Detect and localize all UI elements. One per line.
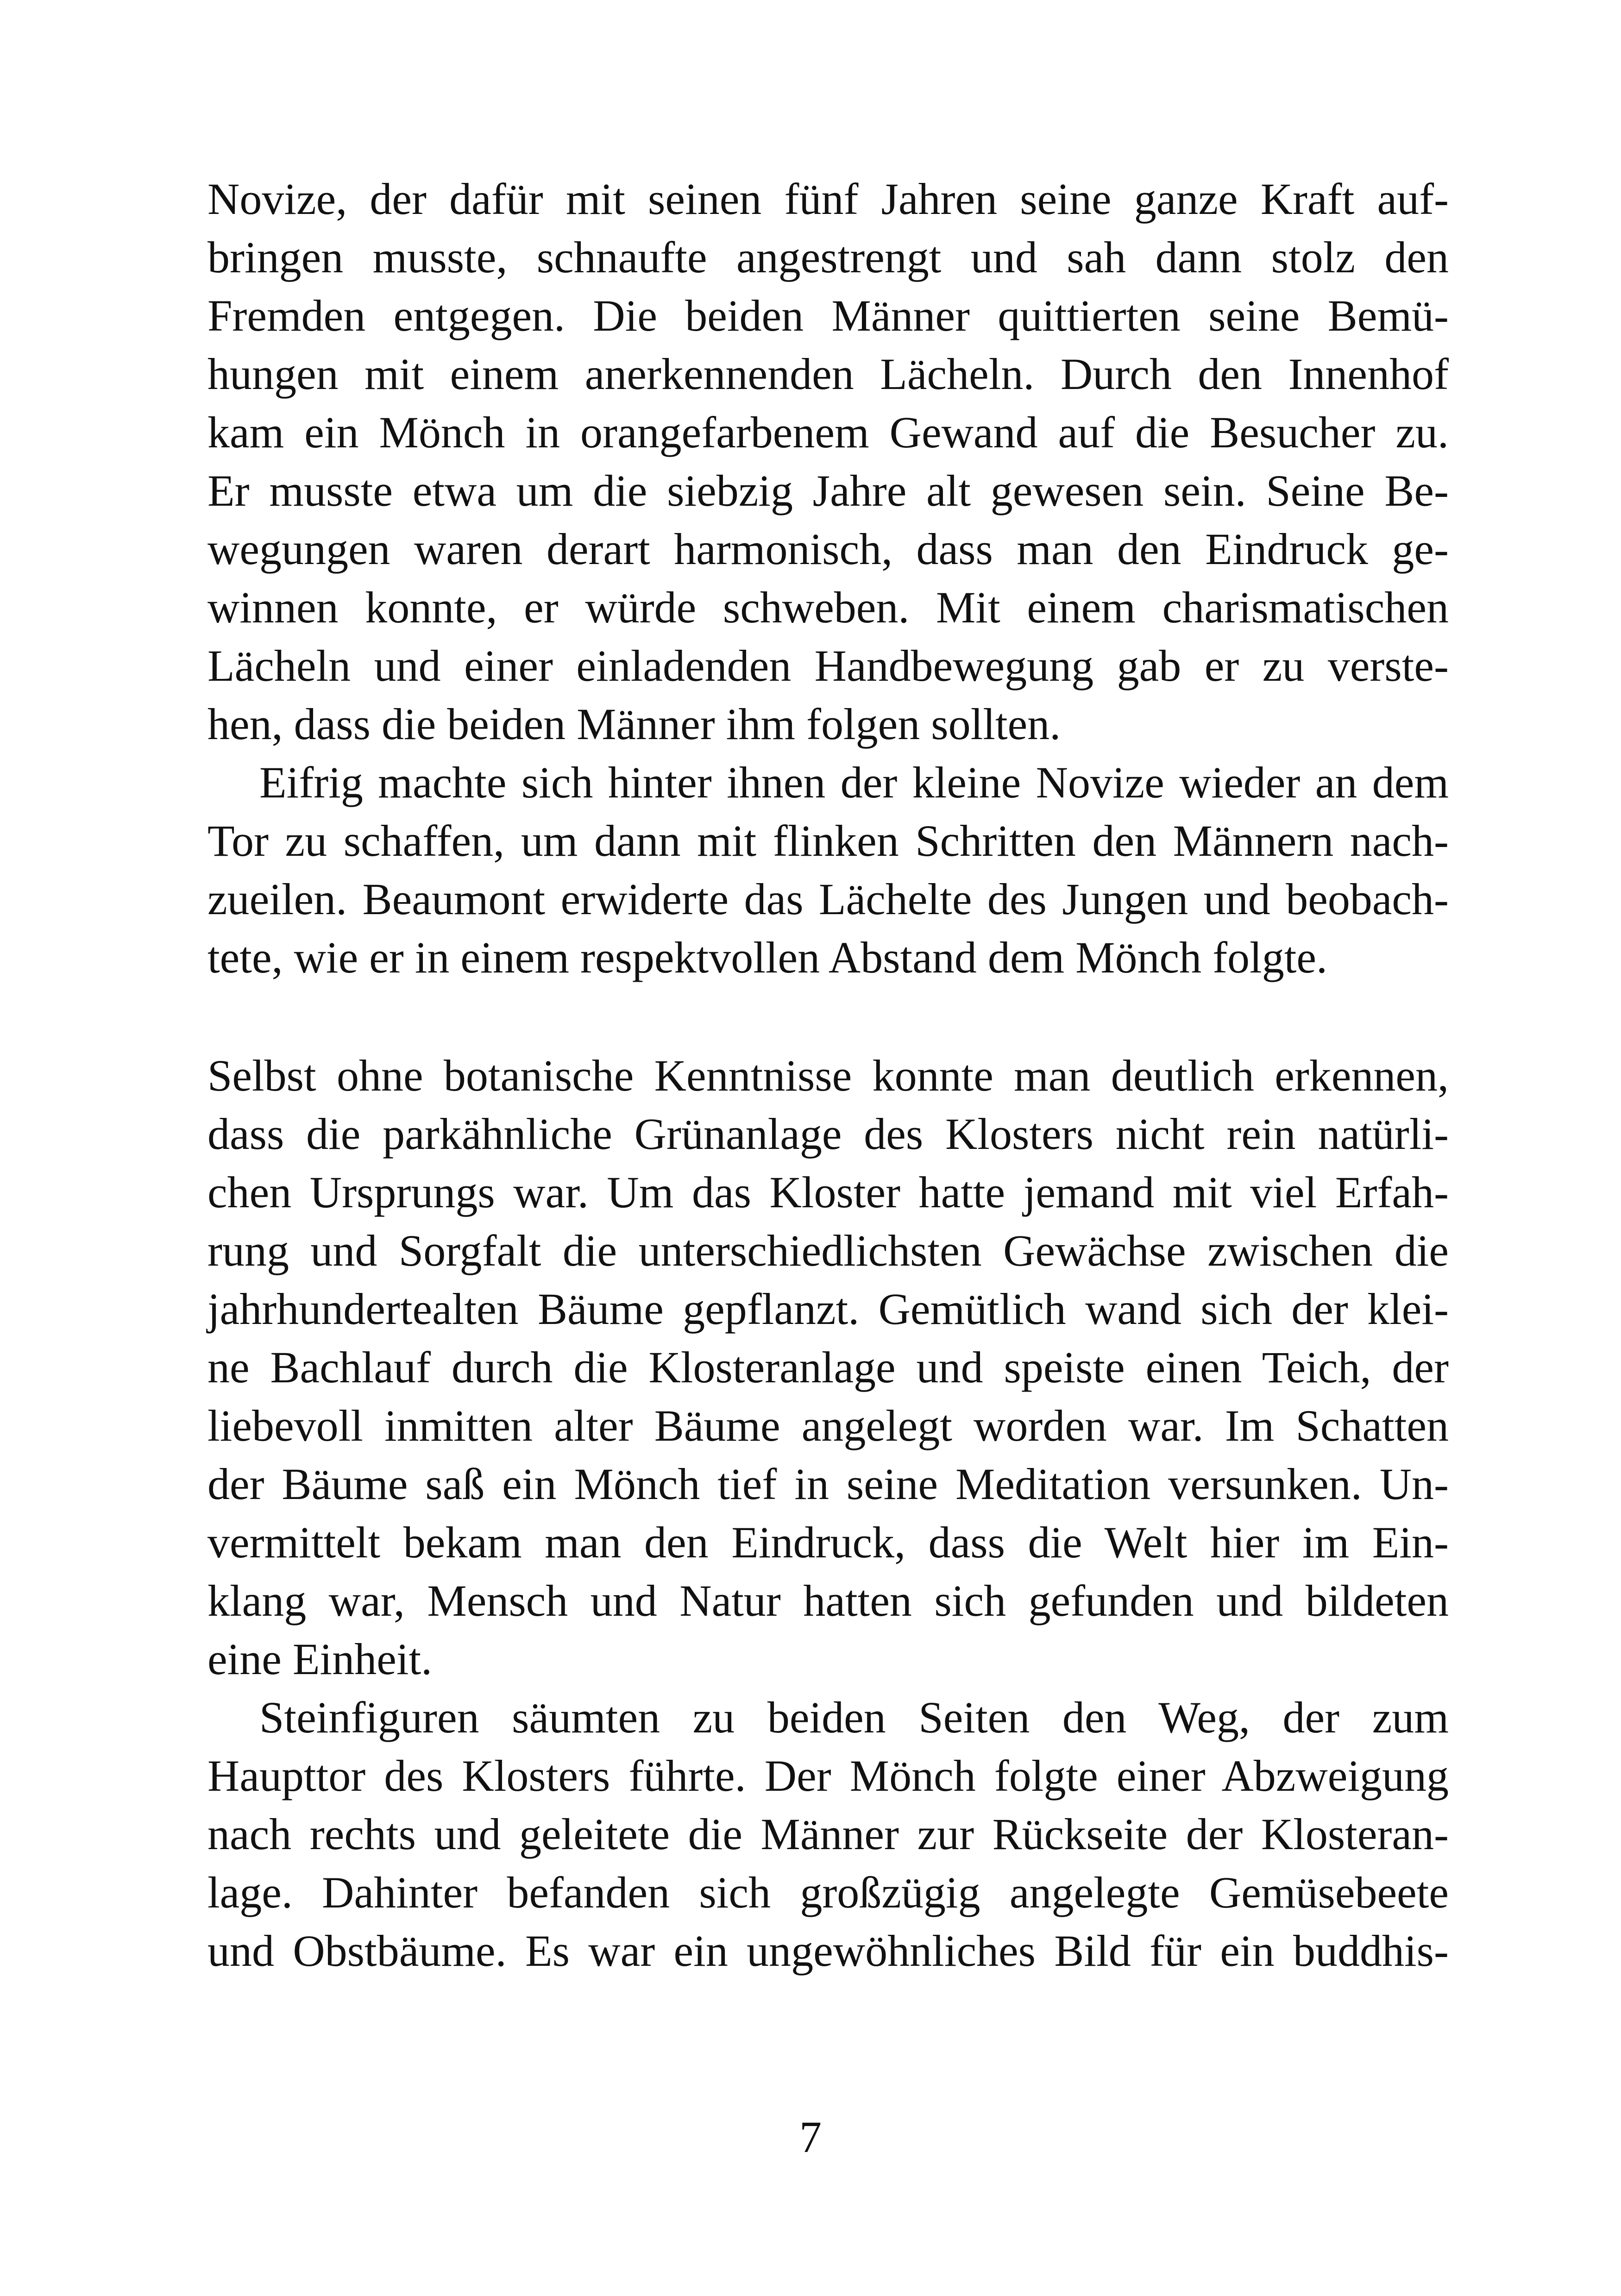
text-line: lage. Dahinter befanden sich großzügig angelegte Gemüsebeete — [207, 1868, 1449, 1917]
text-line: Selbst ohne botanische Kenntnisse konnte man deutlich erkennen, — [207, 1051, 1449, 1100]
text-line: eine Einheit. — [207, 1634, 433, 1684]
page-number: 7 — [799, 2112, 822, 2162]
text-line: und Obstbäume. Es war ein ungewöhnliches Bild für ein buddhis- — [207, 1926, 1449, 1976]
text-line: nach rechts und geleitete die Männer zur Rückseite der Klosteran- — [207, 1809, 1449, 1859]
text-line: vermittelt bekam man den Eindruck, dass die Welt hier im Ein- — [207, 1518, 1449, 1567]
text-line: wegungen waren derart harmonisch, dass man den Eindruck ge- — [207, 524, 1449, 574]
text-line: chen Ursprungs war. Um das Kloster hatte jemand mit viel Erfah- — [207, 1167, 1449, 1217]
text-line: hen, dass die beiden Männer ihm folgen sollten. — [207, 699, 1061, 749]
text-line: winnen konnte, er würde schweben. Mit einem charismatischen — [207, 583, 1449, 632]
text-line: Eifrig machte sich hinter ihnen der kleine Novize wieder an dem — [259, 758, 1449, 807]
text-line: Fremden entgegen. Die beiden Männer quittierten seine Bemü- — [207, 291, 1449, 340]
text-line: Novize, der dafür mit seinen fünf Jahren seine ganze Kraft auf- — [207, 174, 1449, 224]
text-line: hungen mit einem anerkennenden Lächeln. Durch den Innenhof — [207, 349, 1449, 399]
text-line: Lächeln und einer einladenden Handbewegung gab er zu verste- — [207, 641, 1449, 690]
text-line: jahrhundertealten Bäume gepflanzt. Gemütlich wand sich der klei- — [207, 1284, 1449, 1334]
text-line: Haupttor des Klosters führte. Der Mönch folgte einer Abzweigung — [207, 1751, 1449, 1800]
text-line: rung und Sorgfalt die unterschiedlichsten Gewächse zwischen die — [207, 1226, 1449, 1275]
text-line: klang war, Mensch und Natur hatten sich gefunden und bildeten — [207, 1576, 1449, 1625]
text-line: tete, wie er in einem respektvollen Abstand dem Mönch folgte. — [207, 933, 1327, 982]
text-line: Steinfiguren säumten zu beiden Seiten den Weg, der zum — [259, 1693, 1449, 1742]
text-line: Er musste etwa um die siebzig Jahre alt gewesen sein. Seine Be- — [207, 466, 1449, 515]
text-line: kam ein Mönch in orangefarbenem Gewand auf die Besucher zu. — [207, 408, 1449, 457]
text-line: bringen musste, schnaufte angestrengt und sah dann stolz den — [207, 232, 1449, 282]
text-line: liebevoll inmitten alter Bäume angelegt worden war. Im Schatten — [207, 1401, 1449, 1450]
text-line: ne Bachlauf durch die Klosteranlage und speiste einen Teich, der — [207, 1342, 1449, 1392]
text-line: dass die parkähnliche Grünanlage des Klosters nicht rein natürli- — [207, 1109, 1449, 1159]
text-line: zueilen. Beaumont erwiderte das Lächelte des Jungen und beobach- — [207, 874, 1449, 924]
text-line: Tor zu schaffen, um dann mit flinken Schritten den Männern nach- — [207, 816, 1449, 866]
text-line: der Bäume saß ein Mönch tief in seine Meditation versunken. Un- — [207, 1459, 1449, 1509]
